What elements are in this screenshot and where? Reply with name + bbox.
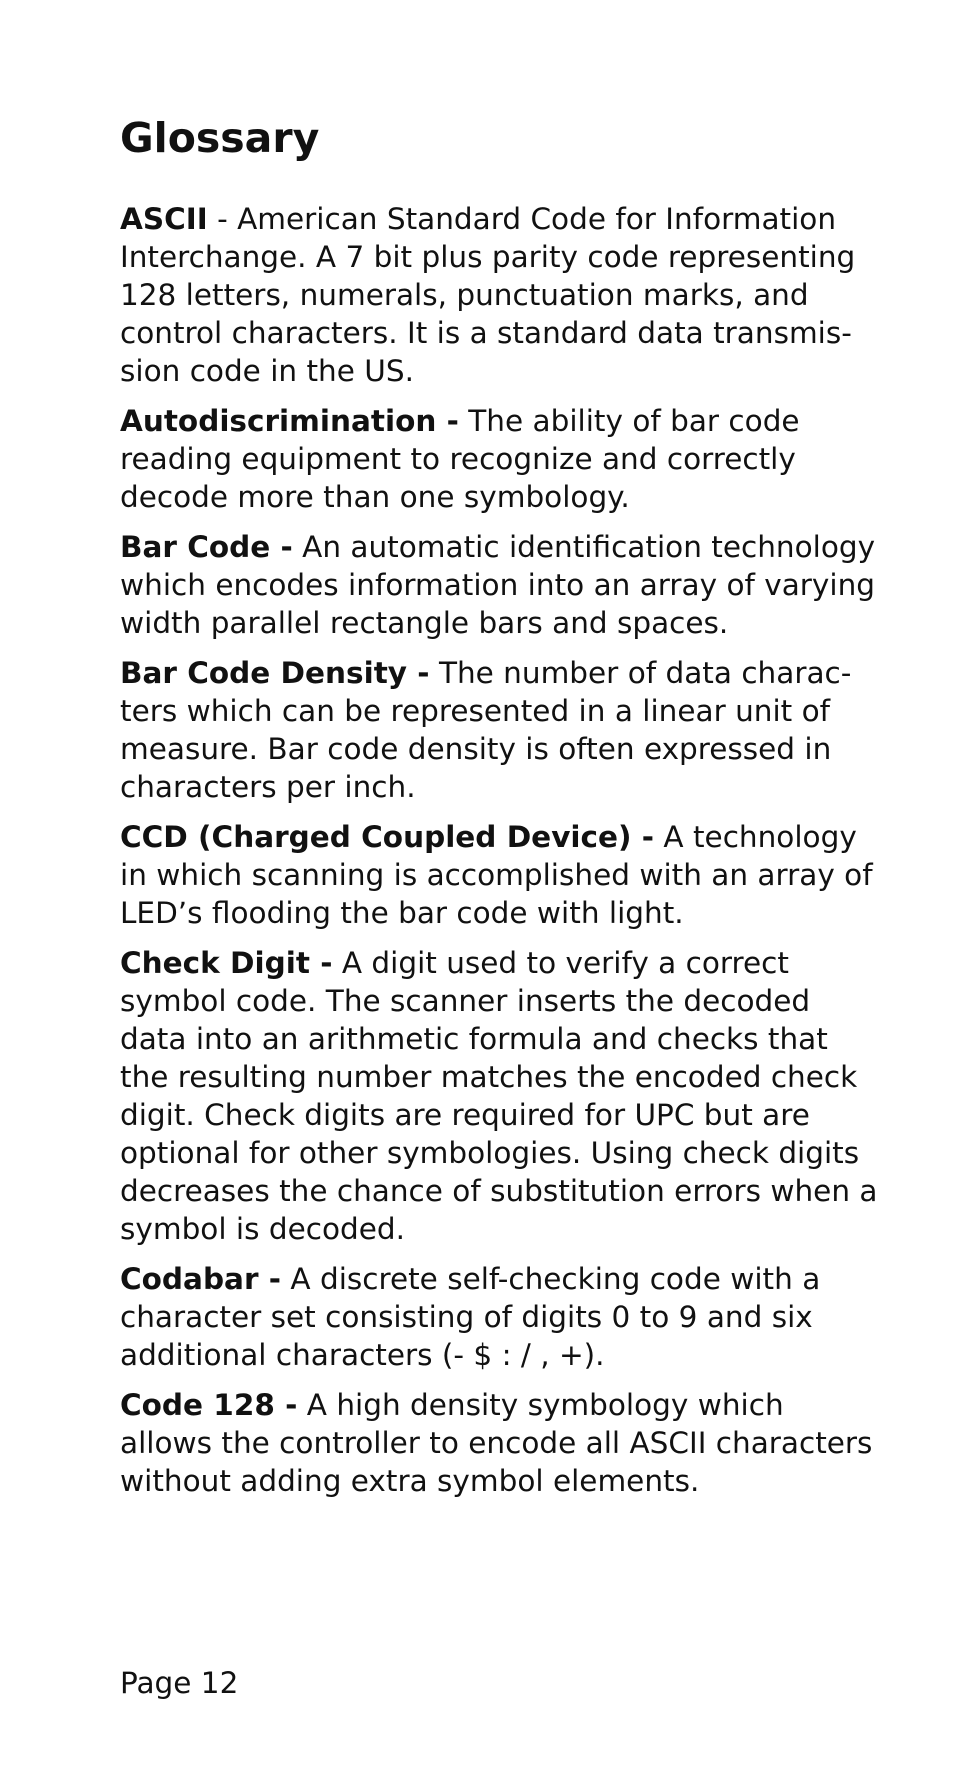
glossary-term: Code 128 - (120, 1388, 298, 1422)
page-title: Glossary (120, 114, 320, 162)
glossary-definition: the resulting number matches the encoded check (120, 1060, 858, 1094)
glossary-term: Codabar - (120, 1262, 282, 1296)
glossary-definition: allows the controller to encode all ASCII characters (120, 1426, 873, 1460)
glossary-list (120, 200, 878, 1512)
glossary-definition: character set consisting of digits 0 to 9 and six (120, 1300, 813, 1334)
glossary-entry-ascii (120, 200, 856, 390)
glossary-definition: characters per inch. (120, 770, 416, 804)
entry-line (120, 944, 850, 982)
glossary-definition: The ability of bar code (468, 404, 800, 438)
glossary-definition: width parallel rectangle bars and spaces. (120, 606, 729, 640)
glossary-term: Bar Code Density - (120, 656, 430, 690)
glossary-definition: A discrete self-checking code with a (290, 1262, 821, 1296)
glossary-definition: data into an arithmetic formula and checks that (120, 1022, 828, 1056)
entry-line (120, 200, 850, 238)
glossary-definition: ters which can be represented in a linear unit of (120, 694, 831, 728)
glossary-definition: A digit used to verify a correct (341, 946, 789, 980)
glossary-entry-autodiscrimination (120, 402, 850, 516)
glossary-definition: sion code in the US. (120, 354, 414, 388)
entry-line (120, 654, 850, 692)
glossary-entry-bar-code-density (120, 654, 850, 806)
glossary-definition: The number of data charac- (438, 656, 852, 690)
glossary-term: CCD (Charged Coupled Device) - (120, 820, 655, 854)
glossary-entry-bar-code (120, 528, 876, 642)
glossary-definition: which encodes information into an array of varying (120, 568, 876, 602)
glossary-entry-check-digit (120, 944, 878, 1248)
glossary-term: Autodiscrimination - (120, 404, 459, 438)
glossary-entry-ccd (120, 818, 873, 932)
glossary-definition: Interchange. A 7 bit plus parity code representing (120, 240, 856, 274)
glossary-definition: measure. Bar code density is often expressed in (120, 732, 832, 766)
entry-line (120, 528, 876, 566)
glossary-entry-codabar (120, 1260, 850, 1374)
glossary-definition: LED’s flooding the bar code with light. (120, 896, 684, 930)
glossary-definition: optional for other symbologies. Using check digits (120, 1136, 860, 1170)
glossary-definition: without adding extra symbol elements. (120, 1464, 700, 1498)
glossary-term: Bar Code - (120, 530, 293, 564)
glossary-definition: in which scanning is accomplished with an array of (120, 858, 873, 892)
glossary-definition: A technology (663, 820, 857, 854)
entry-line (120, 1260, 850, 1298)
page-number: Page 12 (120, 1666, 239, 1700)
glossary-definition: digit. Check digits are required for UPC but are (120, 1098, 810, 1132)
glossary-definition: additional characters (- $ : / , +). (120, 1338, 605, 1372)
glossary-definition: reading equipment to recognize and correctly (120, 442, 796, 476)
glossary-entry-code-128 (120, 1386, 873, 1500)
glossary-definition: control characters. It is a standard data transmis- (120, 316, 852, 350)
glossary-definition: A high density symbology which (306, 1388, 784, 1422)
entry-line (120, 402, 850, 440)
glossary-term: ASCII (120, 202, 208, 236)
glossary-definition: symbol is decoded. (120, 1212, 405, 1246)
glossary-definition: - American Standard Code for Information (217, 202, 837, 236)
glossary-definition: An automatic identification technology (302, 530, 876, 564)
glossary-definition: decreases the chance of substitution errors when a (120, 1174, 878, 1208)
glossary-definition: decode more than one symbology. (120, 480, 630, 514)
glossary-term: Check Digit - (120, 946, 333, 980)
glossary-definition: 128 letters, numerals, punctuation marks, and (120, 278, 809, 312)
glossary-definition: symbol code. The scanner inserts the decoded (120, 984, 811, 1018)
entry-line (120, 1386, 850, 1424)
entry-line (120, 818, 857, 856)
